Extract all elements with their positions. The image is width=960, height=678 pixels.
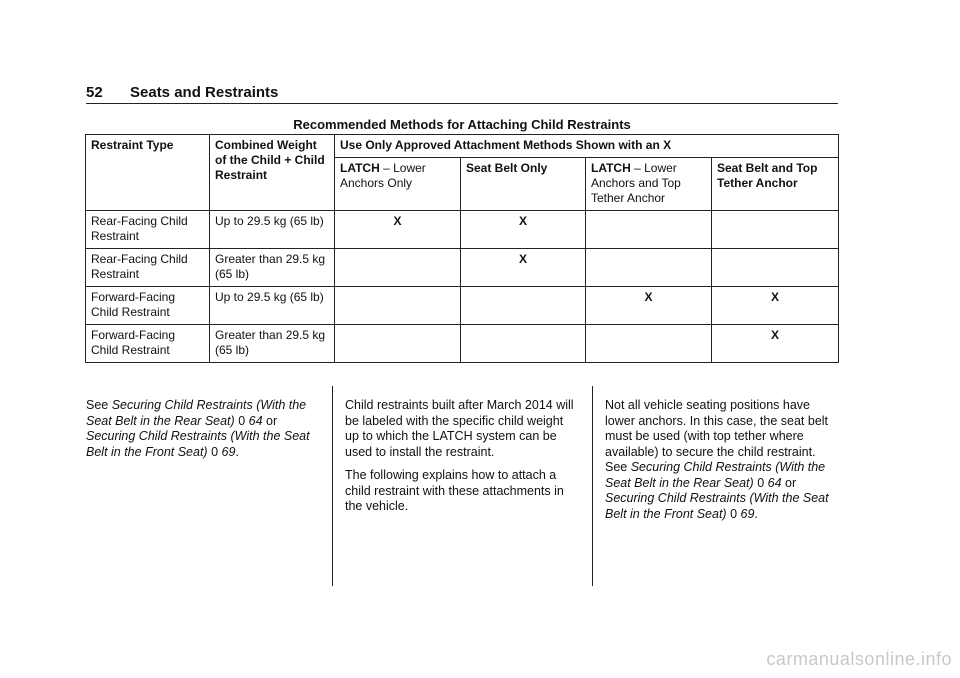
header-belt-top: Seat Belt and Top Tether Anchor [712,158,839,211]
cell-type: Rear-Facing Child Restraint [86,249,210,287]
table-row [86,325,839,363]
watermark: carmanualsonline.info [766,649,952,669]
table-row [86,287,839,325]
column-divider [592,386,593,586]
page-ref-icon: 0 [211,444,219,459]
cell-latch-top [586,249,712,287]
column-3 [605,398,839,530]
header-restraint-type: Restraint Type [86,135,210,211]
column-2 [345,398,577,523]
cell-belt-top [712,249,839,287]
cell-weight: Greater than 29.5 kg (65 lb) [210,325,335,363]
cell-type: Forward-Facing Child Restraint [86,287,210,325]
cell-latch-top [586,325,712,363]
link-front-seat[interactable]: Securing Child Restraints (With the Seat Belt in the Front Seat) [86,429,310,459]
table-row [86,211,839,249]
cell-seat-belt-only: X [461,249,586,287]
page-ref[interactable]: 69 [740,506,755,521]
column-divider [332,386,333,586]
header-combined-weight: Combined Weight of the Child + Child Restraint [210,135,335,211]
cell-belt-top [712,211,839,249]
cell-seat-belt-only [461,325,586,363]
header-latch-lower: LATCH – Lower Anchors Only [335,158,461,211]
cell-seat-belt-only: X [461,211,586,249]
cell-belt-top: X [712,287,839,325]
table-row [86,249,839,287]
see-references: See Securing Child Restraints (With the Seat Belt in the Rear Seat) 0 64 or Securing Child Restraints (With the Seat Belt in the Front Seat) 0 69. [86,398,310,459]
page-ref[interactable]: 64 [248,413,263,428]
page-header [86,84,838,104]
page-ref-icon: 0 [238,413,246,428]
cell-latch-lower [335,325,461,363]
cell-weight: Greater than 29.5 kg (65 lb) [210,249,335,287]
paragraph: The following explains how to attach a child restraint with these attachments in the vehicle. [345,468,564,513]
paragraph: Not all vehicle seating positions have lower anchors. In this case, the seat belt must be used (with top tether where available) to secure the child restraint. See Securing Child Restraints (With the Seat Belt in the Rear Seat) 0 64 or Securing Child Restraints (With the Seat Belt in the Front Seat) 0 69. [605,398,829,521]
cell-latch-lower [335,249,461,287]
child-restraint-table [85,134,839,363]
page-ref-icon: 0 [757,475,765,490]
header-latch-top: LATCH – Lower Anchors and Top Tether Anchor [586,158,712,211]
page-ref-icon: 0 [730,506,738,521]
header-methods: Use Only Approved Attachment Methods Shown with an X [335,135,839,158]
link-rear-seat[interactable]: Securing Child Restraints (With the Seat Belt in the Rear Seat) [86,398,307,428]
cell-weight: Up to 29.5 kg (65 lb) [210,211,335,249]
cell-weight: Up to 29.5 kg (65 lb) [210,287,335,325]
cell-latch-top [586,211,712,249]
cell-latch-lower: X [335,211,461,249]
cell-type: Rear-Facing Child Restraint [86,211,210,249]
cell-latch-top: X [586,287,712,325]
cell-seat-belt-only [461,287,586,325]
section-title: Seats and Restraints [130,84,279,101]
cell-latch-lower [335,287,461,325]
column-1 [86,398,316,468]
cell-type: Forward-Facing Child Restraint [86,325,210,363]
page-number: 52 [86,84,103,101]
paragraph: Child restraints built after March 2014 will be labeled with the specific child weight up to which the LATCH system can be used to install the restraint. [345,398,574,459]
page-ref[interactable]: 69 [221,444,236,459]
header-seat-belt-only: Seat Belt Only [461,158,586,211]
cell-belt-top: X [712,325,839,363]
link-rear-seat[interactable]: Securing Child Restraints (With the Seat Belt in the Rear Seat) [605,460,826,490]
link-front-seat[interactable]: Securing Child Restraints (With the Seat Belt in the Front Seat) [605,491,829,521]
page-ref[interactable]: 64 [767,475,782,490]
table-title: Recommended Methods for Attaching Child Restraints [293,117,631,132]
